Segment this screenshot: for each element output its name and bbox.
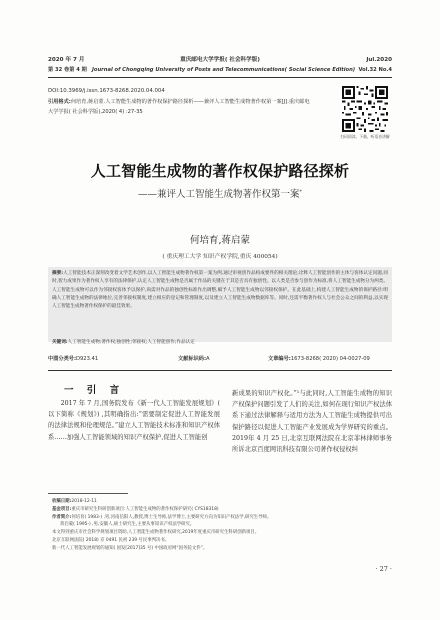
- header-rule: [48, 77, 392, 78]
- doc-label: 文献标识码:: [178, 356, 207, 362]
- body-column-left: 2017 年 7 月,国务院发布《新一代人工智能发展规划》( 以下简称《规划》) ,其明确指出:“需要制定促进人工智能发展的法律法规和伦理规范。”建立人工智能技术标准和知识产权体系……加强人工智能领域的知识产权保护,促进人工智能创: [48, 400, 220, 441]
- abstract: [52, 270, 388, 311]
- qr-caption: 扫码阅读、下载、听语音讲解: [340, 134, 390, 139]
- footnote-note-3: 新一代人工智能发展规划的通知( 国发[2017]35 号) 中国政府网“国务院文件”。: [52, 546, 208, 551]
- article-authors: 何培育,蒋启蒙: [189, 235, 251, 246]
- received-value: 2018-12-11: [71, 499, 97, 504]
- article-subtitle-text: ——兼评人工智能生成物著作权第一案: [137, 189, 300, 200]
- clc-value: D923.41: [76, 356, 99, 362]
- article-title: 人工智能生成物的著作权保护路径探析: [90, 162, 350, 180]
- clc-number: [48, 355, 98, 365]
- author-bio-1: 何培育( 1983-) ,男,河南信阳人,教授,博士生导师,法学博士,主要研究方向为知识产权法学,研究生导师。: [71, 515, 272, 520]
- article-no-value: 1673-8268( 2020) 04-0027-09: [290, 356, 370, 362]
- header-volume-en: Vol.32 No.4: [358, 67, 392, 73]
- body-column-right: 新成果的知识产权化。”¹与此同时,人工智能生成物的知识产权保护问题引发了人们的关注,如何在现行知识产权法体系下通过法律解释与适用方法为人工智能生成物提供可出保护路径以促进人工智能产业发展成为学界研究的重点。2019年 4 月 25 日,北京互联网法院在北京菲林律师事务所诉北京百度网讯科技有限公司著作权侵权纠: [232, 390, 392, 454]
- section-heading-introduction: 一 引 言: [64, 385, 125, 396]
- header-journal-en: Journal of Chongqing University of Posts and Telecommunications( Social Science Edition): [92, 67, 356, 73]
- subtitle-footnote-mark[interactable]: *: [299, 188, 302, 195]
- fund-value: 重庆市研究生科研创新项目:人工智能生成物的著作权保护研究( CYS18318): [71, 507, 219, 512]
- page-number: · 27 ·: [375, 565, 392, 573]
- keywords-label: 关键词:: [52, 340, 68, 345]
- header-volume: 第 32 卷第 4 期: [48, 67, 87, 73]
- footnote-fund: [52, 506, 392, 514]
- article-number: [268, 355, 370, 365]
- clc-label: 中图分类号:: [48, 356, 77, 362]
- fund-label: 基金项目:: [52, 507, 72, 512]
- citation-text: 何培育,蒋启蒙.人工智能生成物的著作权保护路径探析——兼评人工智能生成物著作权第一案[J].重庆邮电大学学报( 社会科学版),2020( 4) :27-35: [48, 99, 310, 115]
- qr-code-icon[interactable]: [342, 86, 388, 132]
- article-subtitle: [40, 186, 400, 200]
- author-affiliation: ( 重庆理工大学 知识产权学院,重庆 400054): [162, 254, 278, 260]
- footnote-received: [52, 498, 392, 506]
- keywords-text: 人工智能生成物;著作权;独创性;邻接权;人工智能创作;作品认定: [67, 340, 195, 345]
- running-header-bottom: [48, 66, 392, 75]
- doi-line[interactable]: DOI:10.3969/j.issn.1673-8268.2020.04.004: [48, 88, 165, 94]
- received-label: 收稿日期:: [52, 499, 72, 504]
- footnote-author-2: 蒋启蒙( 1995-) ,男,安徽人,硕士研究生,主要从事知识产权法学研究。: [60, 522, 195, 527]
- footnote-note-1: 本文得到重庆市社会科学规划项目资助,人工智能生成物著作权研究,2019年度重庆市研究生科研创新项目。: [52, 530, 260, 535]
- header-date: 2020 年 7 月: [48, 57, 85, 63]
- abstract-rule: [48, 370, 392, 371]
- keywords: [52, 339, 388, 345]
- citation-format: [48, 97, 310, 117]
- doc-value: A: [206, 356, 210, 362]
- abstract-label: 摘要:: [52, 271, 64, 276]
- running-header-top: [48, 56, 392, 65]
- header-date-en: Jul.2020: [366, 57, 392, 63]
- article-no-label: 文章编号:: [268, 356, 291, 362]
- document-code: [178, 355, 210, 365]
- abstract-text: 人工智能技术正深刻改变着文学艺术创作,以人工智能生成物著作权第一案为例,通过审视创作品构成要件的相关理论,诠释人工智能创作的主体与客体认定问题,同时,智力成果作为著作权人享有的法律保护,认定人工智能生成物是否属于作品的关键在于其是否具有独创性。以人类是否参与创作为标准,将人工智能生成物分为两类。人工智能生成物可以作为邻接权客体予以保护,尚需对作品的独创性标准作出调整,赋予人工智能生成物以邻接权保护。在此基础上,构建人工智能生成物的保护路径:明确人工智能生成物的法律地位,完善邻接权制度,建立相应的登记和管理制度,以及建立人工智能生成物数据库等。同时,还需平衡著作权人与社会公众之间的利益,以实现人工智能生成物著作权保护的最佳效果。: [52, 271, 388, 310]
- citation-label: 引用格式:: [48, 99, 71, 105]
- header-journal-cn: 重庆邮电大学学报( 社会科学版): [180, 57, 260, 63]
- author-bio-label: 作者简介:: [52, 515, 72, 520]
- footnote-note-2: 北京互联网法院( 2018) 京 0491 民初 239 号民事判决书。: [52, 538, 170, 543]
- footnote-rule: [48, 493, 128, 494]
